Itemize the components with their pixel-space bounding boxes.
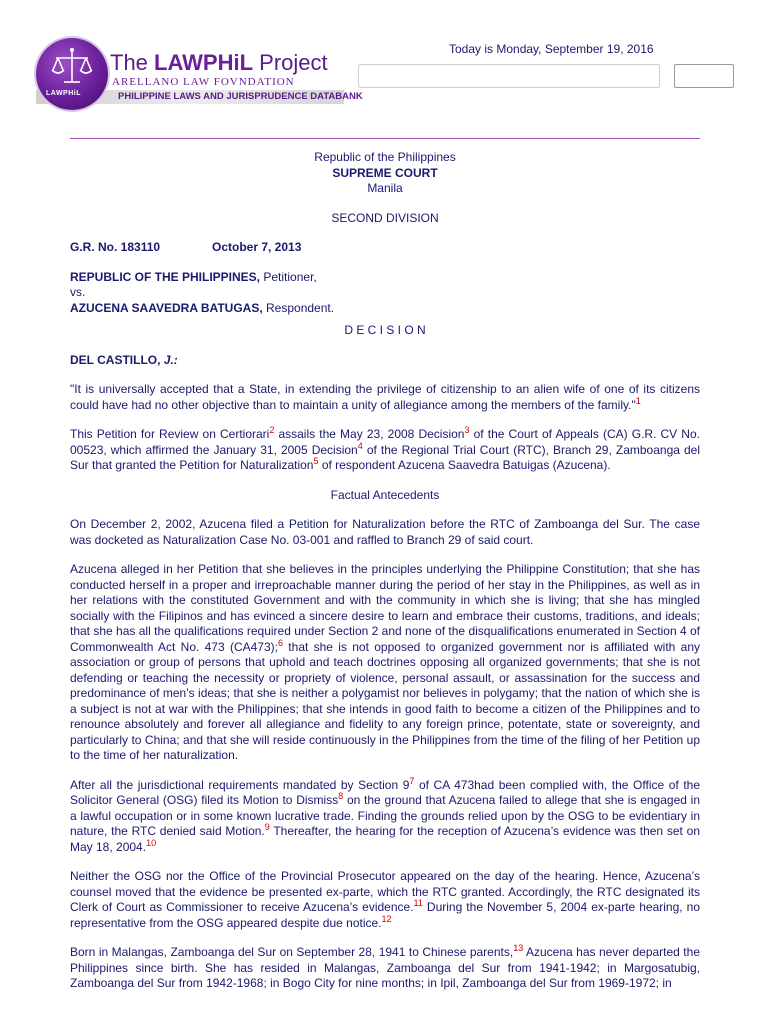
- paragraph-3: On December 2, 2002, Azucena filed a Petition for Naturalization before the RTC of Zamboanga del Sur. The case was docketed as Naturalization Case No. 03-001 and raffled to Branch 29 of said court.: [70, 517, 700, 547]
- decision-heading: D E C I S I O N: [344, 323, 426, 337]
- footnote-link[interactable]: 12: [381, 913, 392, 924]
- footnote-link[interactable]: 6: [277, 637, 283, 648]
- paragraph-7: Born in Malangas, Zamboanga del Sur on September 28, 1941 to Chinese parents,$^{13}$ Azucena has never departed the Philippines since birth. She has resided in Malangas, Zamboanga del Sur from 1941-1942; in Margosatubig, Zamboanga del Sur from 1942-1968; in Bogo City for nine months; in Ipil, Zamboanga del Sur from 1969-1972; in: [70, 943, 700, 990]
- republic-line: Republic of the Philippines: [314, 150, 456, 164]
- footnote-link[interactable]: 1: [635, 395, 641, 406]
- respondent-role: Respondent.: [262, 300, 335, 315]
- paragraph-1: "It is universally accepted that a State, in extending the privilege of citizenship to an alien wife of one of its citizens could have had no other objective than to maintain a unity of allegiance among the members of the family."$^1$: [70, 382, 700, 412]
- header-divider: [70, 138, 700, 139]
- decision-date: October 7, 2013: [212, 240, 302, 254]
- parties: [70, 270, 700, 317]
- gr-number: G.R. No. 183110: [70, 240, 161, 254]
- petitioner-role: Petitioner,: [260, 269, 317, 284]
- court-heading: [70, 150, 700, 197]
- footnote-link[interactable]: 13: [513, 943, 524, 953]
- versus: vs.: [70, 285, 86, 299]
- footnote-link[interactable]: 5: [313, 456, 319, 466]
- footnote-link[interactable]: 2: [269, 425, 275, 435]
- today-date: Today is Monday, September 19, 2016: [449, 42, 654, 56]
- footnote-link[interactable]: 7: [409, 775, 415, 786]
- footnote-link[interactable]: 11: [413, 898, 423, 908]
- section-heading: Factual Antecedents: [330, 487, 440, 502]
- logo-title: The LAWPHiL Project: [110, 50, 328, 75]
- footnote-link[interactable]: 3: [464, 425, 470, 435]
- footnote-link[interactable]: 8: [338, 791, 344, 801]
- footnote-link[interactable]: 9: [264, 822, 270, 832]
- petitioner-name: REPUBLIC OF THE PHILIPPINES,: [70, 269, 261, 284]
- paragraph-2: This Petition for Review on Certiorari$^2$ assails the May 23, 2008 Decision$^3$ of the Court of Appeals (CA) G.R. CV No. 00523, which affirmed the January 31, 2005 Decision$^4$ of the Regional Trial Court (RTC), Branch 29, Zamboanga del Sur that granted the Petition for Naturalization$^5$ of respondent Azucena Saavedra Batuigas (Azucena).: [70, 425, 700, 472]
- logo-small-text: LAWPHiL: [46, 90, 81, 97]
- paragraph-5: After all the jurisdictional requirements mandated by Section $9^7$ of CA 473had been complied with, the Office of the Solicitor General (OSG) filed its Motion to Dismiss$^8$ on the ground that Azucena failed to allege that she is engaged in a lawful occupation or in some known lucrative trade. Finding the grounds relied upon by the OSG to be evidentiary in nature, the RTC denied said Motion.$^9$ Thereafter, the hearing for the reception of Azucena’s evidence was then set on May 18, 2004.10: [70, 775, 701, 854]
- decision-document: [70, 150, 700, 992]
- respondent-name: AZUCENA SAAVEDRA BATUGAS,: [70, 300, 263, 315]
- division: SECOND DIVISION: [331, 210, 439, 225]
- court-name: SUPREME COURT: [332, 165, 438, 180]
- lawphil-logo[interactable]: [36, 38, 363, 118]
- case-number-line: [70, 240, 700, 256]
- paragraph-6: Neither the OSG nor the Office of the Provincial Prosecutor appeared on the day of the hearing. Hence, Azucena’s counsel moved that the evidence be presented ex-parte, which the RTC granted. Accordingly, the RTC designated its Clerk of Court as Commissioner to receive Azucena’s evidence.$^{11}$ During the November 5, 2004 ex-parte hearing, no representative from the OSG appeared despite due notice.$^{12}$: [70, 869, 700, 930]
- logo-subtitle: ARELLANO LAW FOVNDATION: [112, 76, 295, 88]
- footnote-link[interactable]: 4: [357, 440, 363, 451]
- logo-banner-text: PHILIPPINE LAWS AND JURISPRUDENCE DATABANK: [118, 91, 363, 102]
- site-header: [0, 0, 768, 130]
- scales-of-justice-icon: [36, 38, 108, 110]
- search-input[interactable]: [358, 64, 660, 88]
- footnote-link[interactable]: 10: [146, 837, 157, 848]
- court-city: Manila: [367, 181, 403, 195]
- ponente: DEL CASTILLO, J.:: [70, 352, 178, 367]
- paragraph-4: Azucena alleged in her Petition that she believes in the principles underlying the Philippine Constitution; that she has conducted herself in a proper and irreproachable manner during the period of her stay in the Philippines, as well as in her relations with the constituted Government and with the community in which she is living; that she has mingled socially with the Filipinos and has evinced a sincere desire to learn and embrace their customs, traditions, and ideals; that she has all the qualifications required under Section 2 and none of the disqualifications enumerated in Section 4 of Commonwealth Act No. 473 (CA473);$^6$ that she is not opposed to organized government nor is affiliated with any association or group of persons that uphold and teach doctrines opposing all organized governments; that she is not defending or teaching the necessity or propriety of violence, personal assault, or assassination for the success and predominance of men’s ideas; that she is neither a polygamist nor believes in polygamy; that the nation of which she is a subject is not at war with the Philippines; that she intends in good faith to become a citizen of the Philippines and to renounce absolutely and forever all allegiance and fidelity to any foreign prince, potentate, state or sovereignty, and particularly to China; and that she will reside continuously in the Philippines from the time of the filing of her Petition up to the time of her naturalization.: [70, 562, 700, 762]
- search-button[interactable]: [674, 64, 734, 88]
